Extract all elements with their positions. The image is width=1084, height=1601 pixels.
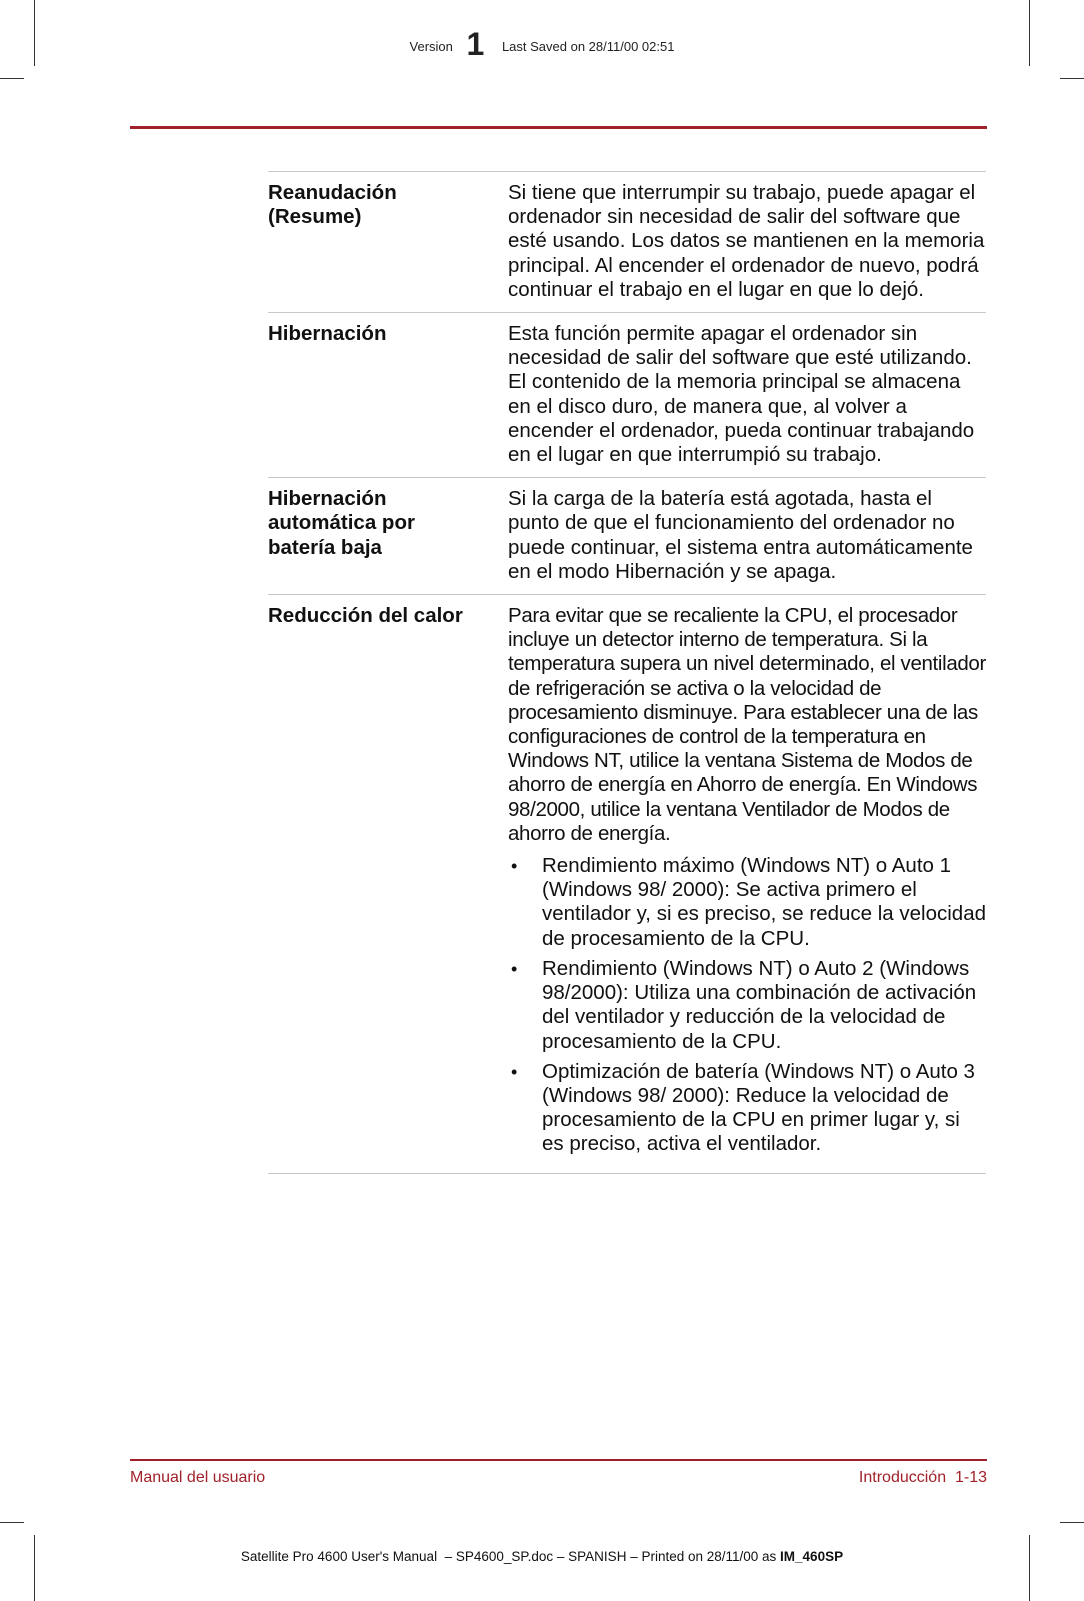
list-item (508, 1060, 986, 1157)
footer-page-number: Introducción 1-13 (858, 1469, 987, 1486)
bullet-icon: • (511, 856, 518, 877)
table-row (268, 594, 986, 1173)
footer-rule (130, 1459, 987, 1461)
term-label: Hibernación automática por batería baja (268, 487, 415, 559)
table-row (268, 171, 986, 312)
term-label: Reanudación (Resume) (268, 181, 397, 229)
print-info-text: Satellite Pro 4600 User's Manual – SP4600_SP.doc – SPANISH – Printed on 28/11/00 as (240, 1549, 781, 1564)
print-info-code: IM_460SP (780, 1549, 844, 1564)
term-label: Hibernación (268, 322, 387, 346)
print-info-line (0, 1549, 1084, 1564)
description-text: Si la carga de la batería está agotada, hasta el punto de que el funcionamiento del ordenador no puede continuar, el sistema entra automáticamente en el modo Hibernación y se apaga. (508, 487, 973, 583)
list-item (508, 957, 986, 1054)
term-description (508, 604, 986, 1162)
crop-mark (1060, 78, 1084, 79)
table-row (268, 312, 986, 477)
term-description (508, 487, 986, 584)
term-description (508, 181, 986, 302)
table-row (268, 477, 986, 594)
last-saved: Last Saved on 28/11/00 02:51 (501, 39, 675, 54)
list-item-text: Rendimiento (Windows NT) o Auto 2 (Windows 98/2000): Utiliza una combinación de activación del ventilador y reducción de la velocidad de procesamiento de la CPU. (542, 956, 977, 1053)
definition-table (268, 171, 986, 1174)
bullet-icon: • (511, 958, 518, 979)
description-text: Esta función permite apagar el ordenador sin necesidad de salir del software que esté utilizando. El contenido de la memoria principal se almacena en el disco duro, de manera que, al volver a encender el ordenador, pueda continuar trabajando en el lugar en que interrumpió su trabajo. (508, 322, 975, 467)
description-text: Si tiene que interrumpir su trabajo, puede apagar el ordenador sin necesidad de salir del software que esté usando. Los datos se mantienen en la memoria principal. Al encender el ordenador de nuevo, podrá continuar el trabajo en el lugar en que lo dejó. (508, 181, 985, 301)
list-item-text: Rendimiento máximo (Windows NT) o Auto 1 (Windows 98/ 2000): Se activa primero el ventilador y, si es preciso, se reduce la velocidad de procesamiento de la CPU. (542, 854, 987, 950)
bullet-icon: • (511, 1061, 518, 1082)
description-text: Para evitar que se recaliente la CPU, el procesador incluye un detector interno de temperatura. Si la temperatura supera un nivel determinado, el ventilador de refrigeración se activa o la velocidad de procesamiento disminuye. Para establecer una de las configuraciones de control de la temperatura en Windows NT, utilice la ventana Sistema de Modos de ahorro de energía en Ahorro de energía. En Windows 98/2000, utilice la ventana Ventilador de Modos de ahorro de energía. (508, 604, 986, 845)
list-item-text: Optimización de batería (Windows NT) o Auto 3 (Windows 98/ 2000): Reduce la velocidad de procesamiento de la CPU en primer lugar y, si es preciso, activa el ventilador. (542, 1059, 975, 1156)
crop-mark (1060, 1522, 1084, 1523)
crop-mark (1029, 1535, 1030, 1601)
bullet-list (508, 854, 986, 1156)
term-description (508, 322, 986, 467)
footer-manual-title: Manual del usuario (130, 1469, 266, 1486)
version-label: Version (409, 39, 453, 54)
crop-mark (0, 1522, 24, 1523)
list-item (508, 854, 986, 951)
version-number: 1 (466, 26, 485, 62)
header-rule (130, 126, 987, 129)
crop-mark (0, 78, 24, 79)
version-header (0, 22, 1084, 62)
term-label: Reducción del calor (268, 604, 463, 628)
crop-mark (34, 1535, 35, 1601)
